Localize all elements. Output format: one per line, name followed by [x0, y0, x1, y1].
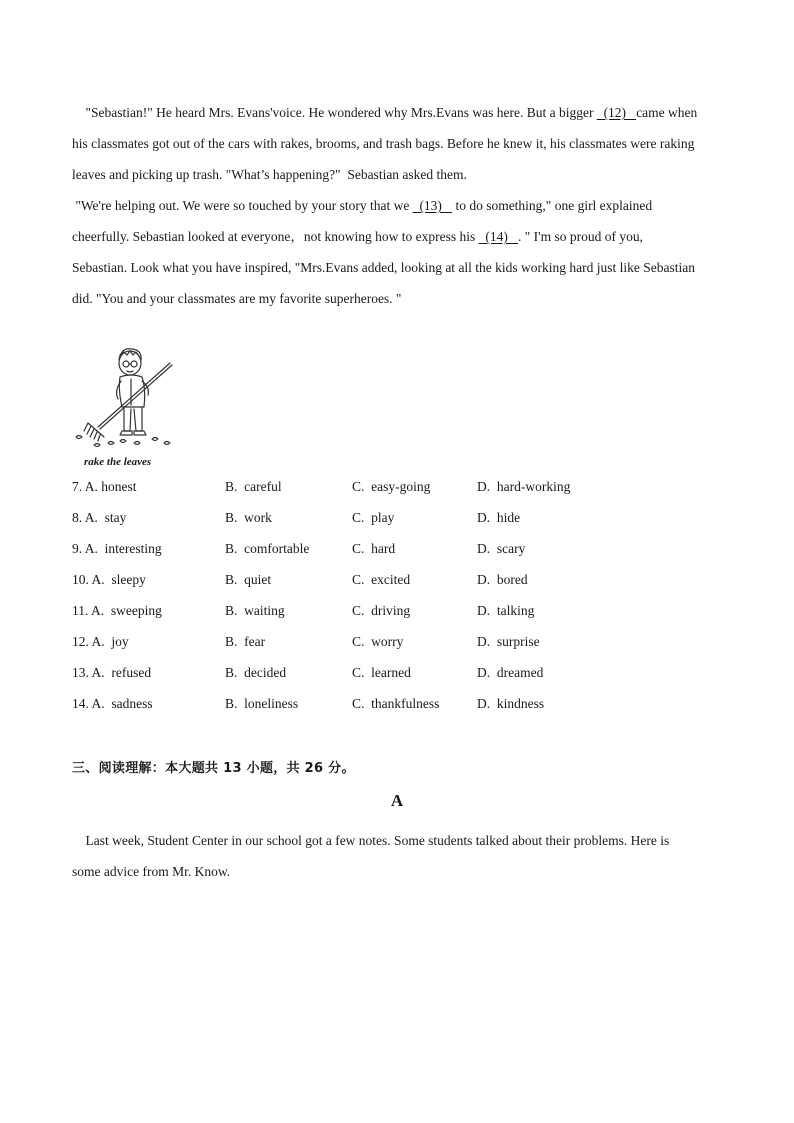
- reading-line: Last week, Student Center in our school got a few notes. Some students talked about their problems. Here is: [72, 833, 670, 848]
- question-option-c: C. thankfulness: [352, 696, 440, 711]
- answer-blank: (12): [596, 105, 637, 120]
- leaf: [152, 438, 158, 441]
- question-option-c: C. hard: [352, 541, 396, 556]
- passage-text: did. "You and your classmates are my favorite superheroes. ": [72, 291, 402, 306]
- question-option-b: B. fear: [225, 634, 266, 649]
- leaf: [94, 444, 100, 447]
- question-option-c: C. easy-going: [352, 479, 431, 494]
- question-option-a: 12. A. joy: [72, 634, 129, 649]
- passage-line: [72, 128, 726, 159]
- passage-line: [72, 97, 726, 128]
- passage-text: to do something," one girl explained: [452, 198, 653, 213]
- passage-line: [72, 221, 726, 252]
- figure-caption: rake the leaves: [84, 456, 152, 468]
- question-option-d: D. dreamed: [477, 665, 544, 680]
- leaf: [108, 442, 114, 445]
- passage-continuation: [72, 97, 726, 314]
- question-option-d: D. hard-working: [477, 479, 571, 494]
- passage-title: A: [390, 791, 404, 810]
- question-option-c: C. worry: [352, 634, 404, 649]
- passage-text: cheerfully. Sebastian looked at everyone，not knowing how to express his: [72, 229, 479, 244]
- passage-text: his classmates got out of the cars with rakes, brooms, and trash bags. Before he knew it, his classmates were raking: [72, 136, 695, 151]
- leaf: [164, 442, 170, 445]
- question-option-d: D. kindness: [477, 696, 545, 711]
- reading-line: some advice from Mr. Know.: [72, 864, 231, 879]
- question-option-b: B. decided: [225, 665, 287, 680]
- glasses-right: [131, 361, 137, 367]
- passage-text: . " I'm so proud of you,: [518, 229, 643, 244]
- answer-blank: (13): [412, 198, 453, 213]
- question-option-b: B. waiting: [225, 603, 285, 618]
- question-option-c: C. excited: [352, 572, 411, 587]
- question-option-c: C. play: [352, 510, 395, 525]
- question-option-a: 11. A. sweeping: [72, 603, 162, 618]
- question-option-a: 14. A. sadness: [72, 696, 153, 711]
- question-option-b: B. work: [225, 510, 272, 525]
- question-option-a: 8. A. stay: [72, 510, 127, 525]
- question-option-a: 7. A. honest: [72, 479, 137, 494]
- leaf: [76, 436, 82, 439]
- question-option-b: B. quiet: [225, 572, 272, 587]
- question-option-b: B. loneliness: [225, 696, 299, 711]
- rake-handle: [100, 365, 172, 429]
- question-option-d: D. scary: [477, 541, 526, 556]
- question-option-d: D. hide: [477, 510, 521, 525]
- leaf: [120, 440, 126, 443]
- question-option-a: 13. A. refused: [72, 665, 152, 680]
- passage-text: Sebastian. Look what you have inspired, "Mrs.Evans added, looking at all the kids working hard just like Sebastian: [72, 260, 696, 275]
- question-option-b: B. comfortable: [225, 541, 310, 556]
- reading-intro: [72, 825, 726, 887]
- section-heading: 三、阅读理解：本大题共 13 小题，共 26 分。: [72, 761, 355, 776]
- passage-text: "We're helping out. We were so touched by your story that we: [72, 198, 413, 213]
- question-option-c: C. driving: [352, 603, 411, 618]
- passage-line: [72, 283, 726, 314]
- passage-text: leaves and picking up trash. "What’s happening?" Sebastian asked them.: [72, 167, 467, 182]
- question-option-d: D. talking: [477, 603, 535, 618]
- passage-text: "Sebastian!" He heard Mrs. Evans'voice. He wondered why Mrs.Evans was here. But a bigger: [72, 105, 597, 120]
- question-option-d: D. surprise: [477, 634, 540, 649]
- leaf: [134, 442, 140, 445]
- passage-line: [72, 252, 726, 283]
- question-option-a: 10. A. sleepy: [72, 572, 146, 587]
- question-option-a: 9. A. interesting: [72, 541, 162, 556]
- answer-blank: (14): [478, 229, 519, 244]
- passage-text: came when: [636, 105, 698, 120]
- passage-line: [72, 159, 726, 190]
- question-option-c: C. learned: [352, 665, 411, 680]
- glasses-left: [123, 361, 129, 367]
- rake-leaves-illustration: [72, 343, 178, 471]
- question-option-d: D. bored: [477, 572, 528, 587]
- passage-line: [72, 190, 726, 221]
- boy-leg-right: [134, 407, 142, 431]
- boy-leg-left: [124, 407, 131, 431]
- question-option-b: B. careful: [225, 479, 282, 494]
- boy-body: [119, 375, 144, 407]
